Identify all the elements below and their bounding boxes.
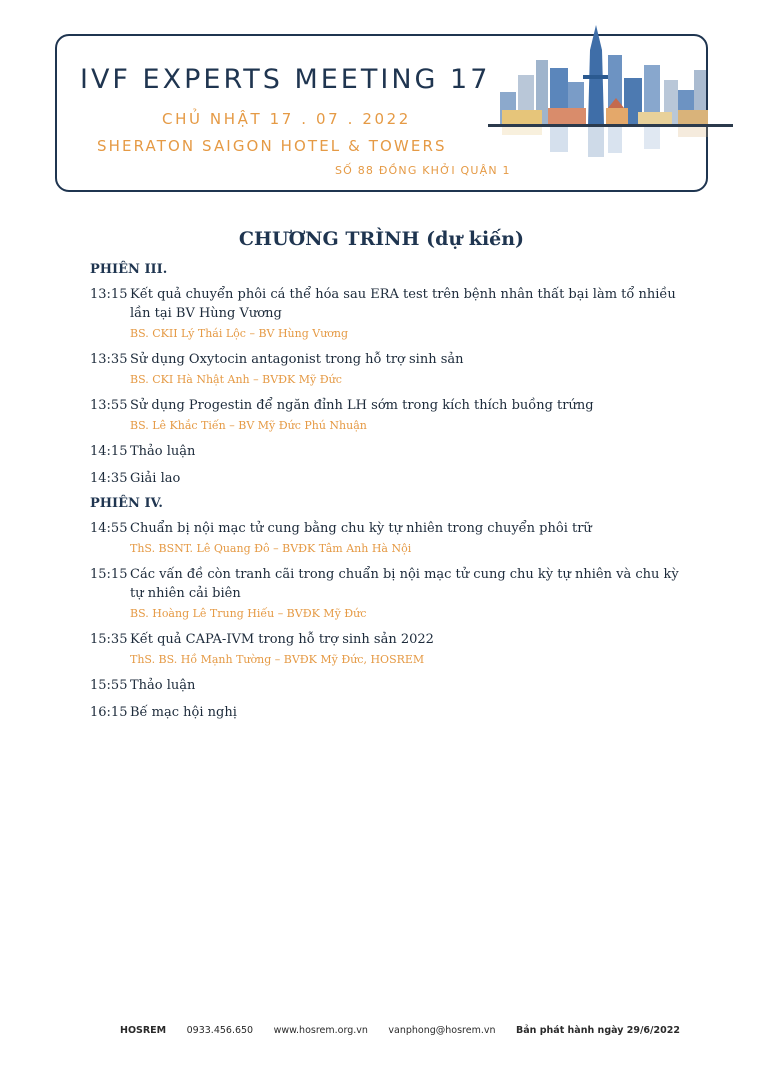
agenda-item	[90, 396, 690, 434]
agenda-title: Kết quả chuyển phôi cá thể hóa sau ERA test trên bệnh nhân thất bại làm tổ nhiều lần tại BV Hùng Vương	[130, 287, 676, 321]
agenda-item	[90, 350, 690, 388]
agenda-speaker: BS. CKI Hà Nhật Anh – BVĐK Mỹ Đức	[130, 373, 342, 386]
agenda-time: 16:15	[90, 705, 128, 720]
session-heading: PHIÊN III.	[90, 262, 168, 277]
agenda-content	[130, 350, 690, 388]
footer	[120, 1025, 680, 1036]
agenda-title: Sử dụng Progestin để ngăn đỉnh LH sớm trong kích thích buồng trứng	[130, 398, 594, 413]
agenda-time: 13:55	[90, 398, 128, 413]
agenda-item	[90, 285, 690, 342]
agenda-title: Giải lao	[130, 471, 181, 486]
agenda-time: 15:15	[90, 567, 128, 582]
agenda-content	[130, 630, 690, 668]
agenda-time: 15:35	[90, 632, 128, 647]
agenda-content	[130, 469, 690, 488]
agenda-time: 14:55	[90, 521, 128, 536]
footer-phone: 0933.456.650	[186, 1025, 254, 1036]
agenda-time: 15:55	[90, 678, 128, 693]
agenda-title: Sử dụng Oxytocin antagonist trong hỗ trợ sinh sản	[130, 352, 464, 367]
agenda-item	[90, 676, 690, 695]
agenda-item	[90, 442, 690, 461]
agenda-speaker: ThS. BS. Hồ Mạnh Tường – BVĐK Mỹ Đức, HOSREM	[130, 653, 425, 666]
session-heading: PHIÊN IV.	[90, 496, 163, 511]
agenda-speaker: BS. CKII Lý Thái Lộc – BV Hùng Vương	[130, 327, 349, 340]
agenda-speaker: BS. Lê Khắc Tiến – BV Mỹ Đức Phú Nhuận	[130, 419, 367, 432]
program-list	[90, 262, 690, 730]
footer-release-date: Bản phát hành ngày 29/6/2022	[516, 1025, 680, 1036]
event-venue: SHERATON SAIGON HOTEL & TOWERS	[97, 137, 447, 155]
agenda-title: Kết quả CAPA-IVM trong hỗ trợ sinh sản 2022	[130, 632, 434, 647]
agenda-time: 14:15	[90, 444, 128, 459]
agenda-time: 13:15	[90, 287, 128, 302]
agenda-speaker: ThS. BSNT. Lê Quang Đô – BVĐK Tâm Anh Hà Nội	[130, 542, 412, 555]
agenda-content	[130, 703, 690, 722]
agenda-content	[130, 519, 690, 557]
agenda-item	[90, 519, 690, 557]
agenda-time: 13:35	[90, 352, 128, 367]
agenda-content	[130, 565, 690, 622]
agenda-title: Thảo luận	[130, 678, 196, 693]
agenda-title: Thảo luận	[130, 444, 196, 459]
event-address: SỐ 88 ĐỒNG KHỞI QUẬN 1	[335, 164, 511, 177]
agenda-item	[90, 565, 690, 622]
agenda-title: Bế mạc hội nghị	[130, 705, 237, 720]
agenda-title: Chuẩn bị nội mạc tử cung bằng chu kỳ tự nhiên trong chuyển phôi trữ	[130, 521, 592, 536]
event-title: IVF EXPERTS MEETING 17	[80, 64, 491, 95]
program-title: CHƯƠNG TRÌNH (dự kiến)	[238, 228, 525, 250]
agenda-content	[130, 442, 690, 461]
footer-email: vanphong@hosrem.vn	[388, 1025, 496, 1036]
agenda-item	[90, 469, 690, 488]
footer-website: www.hosrem.org.vn	[273, 1025, 368, 1036]
footer-org: HOSREM	[120, 1025, 167, 1036]
agenda-title: Các vấn đề còn tranh cãi trong chuẩn bị nội mạc tử cung chu kỳ tự nhiên và chu kỳ tự nhiên cải biên	[130, 567, 679, 601]
agenda-content	[130, 285, 690, 342]
agenda-item	[90, 630, 690, 668]
city-skyline-illustration	[488, 20, 733, 160]
agenda-item	[90, 703, 690, 722]
agenda-speaker: BS. Hoàng Lê Trung Hiếu – BVĐK Mỹ Đức	[130, 607, 367, 620]
agenda-content	[130, 676, 690, 695]
event-date: CHỦ NHẬT 17 . 07 . 2022	[162, 110, 411, 128]
agenda-content	[130, 396, 690, 434]
agenda-time: 14:35	[90, 471, 128, 486]
